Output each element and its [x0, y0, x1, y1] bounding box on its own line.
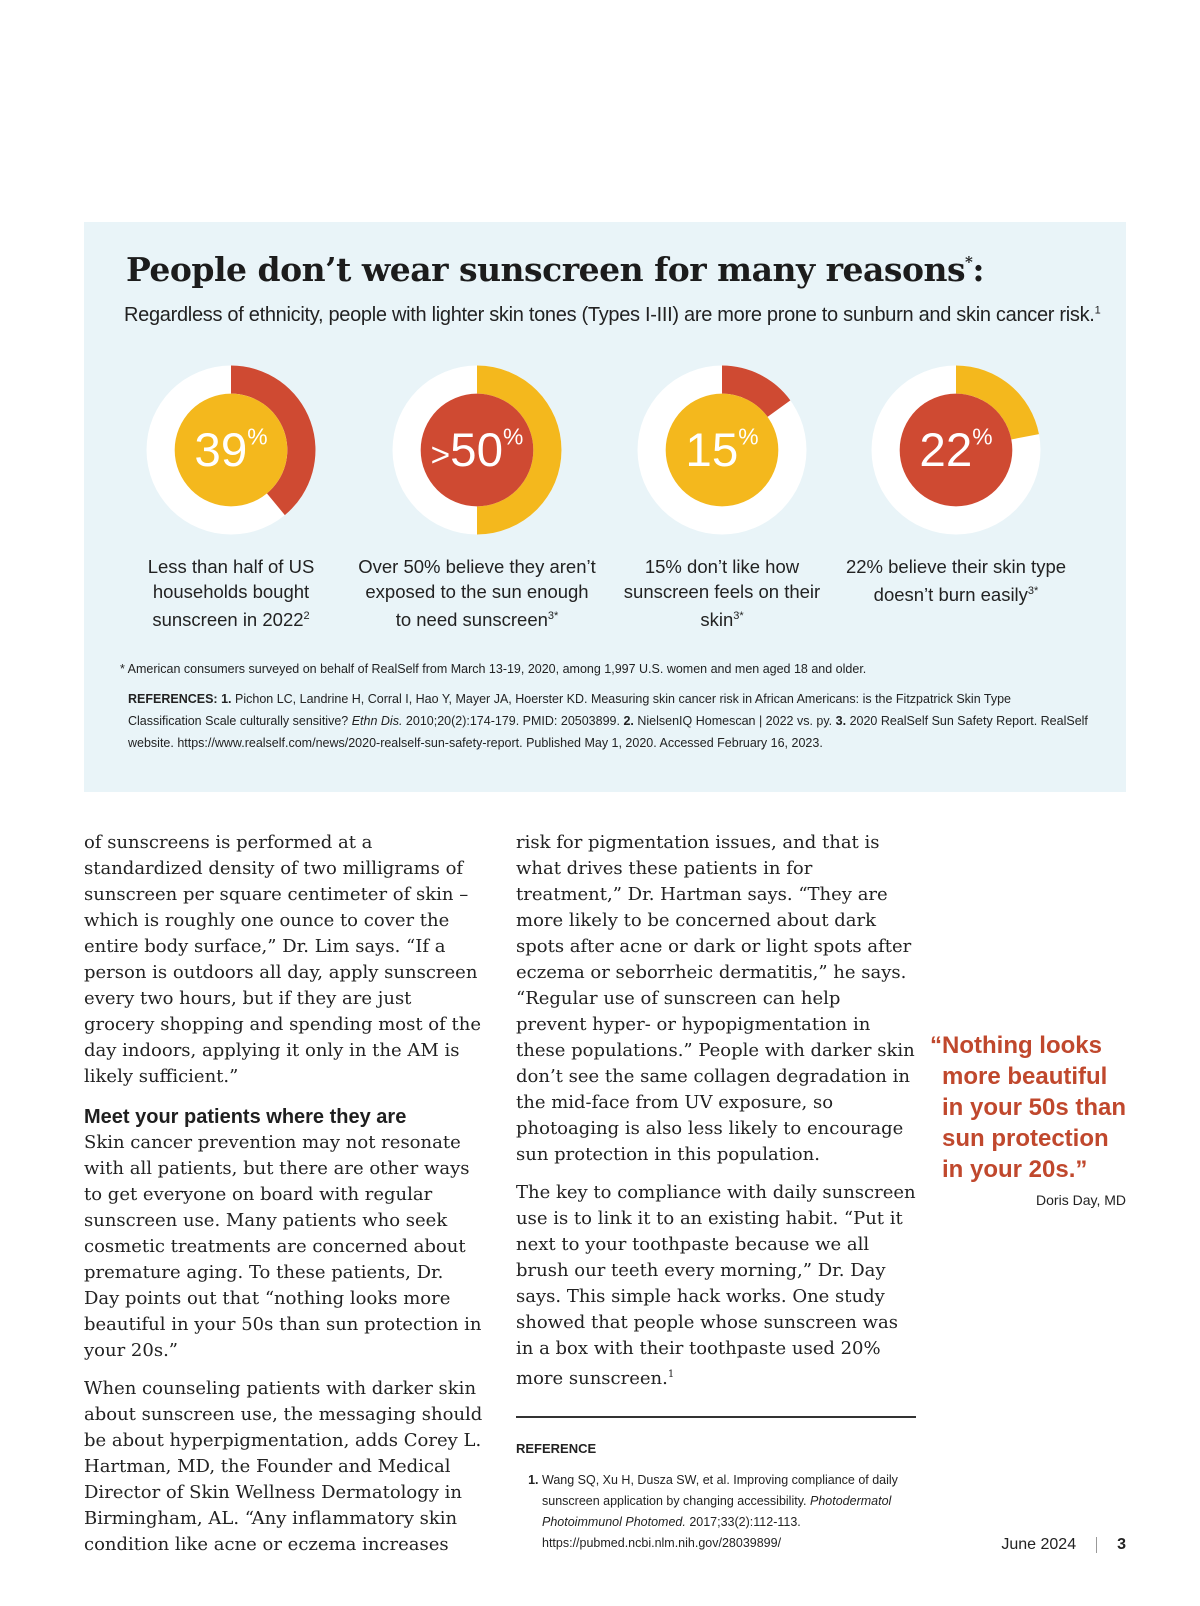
- article-paragraph: The key to compliance with daily sunscreen use is to link it to an existing habit. “Put it next to your toothpaste because we all brush our teeth every morning,” Dr. Day says. This simple hack works. One study showed that people whose sunscreen was in a box with their toothpaste used 20% more sunscreen.$^1$: [516, 1182, 916, 1389]
- survey-footnote: * American consumers surveyed on behalf of RealSelf from March 13-19, 2020, among 1,997 U.S. women and men aged 18 and older.: [120, 662, 867, 676]
- stat-value: 39%: [194, 423, 268, 477]
- stat-card: [111, 362, 351, 632]
- pull-quote: [930, 1030, 1140, 1185]
- pull-quote-line: more beautiful: [942, 1063, 1108, 1090]
- donut-chart: [634, 362, 810, 538]
- stat-card: [602, 362, 842, 632]
- infographic-references: REFERENCES: 1. Pichon LC, Landrine H, Corral I, Hao Y, Mayer JA, Hoerster KD. Measuring skin cancer risk in African Americans: is the Fitzpatrick Skin Type Classification Scale culturally sensitive? Ethn Dis. 2010;20(2):174-179. PMID: 20503899. 2. NielsenIQ Homescan | 2022 vs. py. 3. 2020 RealSelf Sun Safety Report. RealSelf website. https://www.realself.com/news/2020-realself-sun-safety-report. Published May 1, 2020. Accessed February 16, 2023.: [128, 692, 1088, 750]
- reference-heading: REFERENCE: [516, 1441, 597, 1456]
- issue-date: June 2024: [1001, 1536, 1077, 1553]
- donut-chart: [868, 362, 1044, 538]
- stat-value: 15%: [685, 423, 759, 477]
- article-column-left: [84, 830, 484, 1570]
- article-column-right: [516, 830, 916, 1554]
- infographic-subtitle: Regardless of ethnicity, people with lighter skin tones (Types I-III) are more prone to sunburn and skin cancer risk.$^1$: [124, 304, 1101, 326]
- article-paragraph: Skin cancer prevention may not resonate with all patients, but there are other ways to get everyone on board with regular sunscreen use. Many patients who seek cosmetic treatments are concerned about premature aging. To these patients, Dr. Day points out that “nothing looks more beautiful in your 50s than sun protection in your 20s.”: [84, 1132, 482, 1361]
- stat-caption: 22% believe their skin type doesn’t burn easily$^{3*}$: [845, 556, 1067, 606]
- donut-chart: [389, 362, 565, 538]
- article-paragraph: risk for pigmentation issues, and that is what drives these patients in for treatment,” Dr. Hartman says. “They are more likely to be concerned about dark spots after acne or dark or light spots after eczema or seborrheic dermatitis,” he says. “Regular use of sunscreen can help prevent hyper- or hypopigmentation in these populations.” People with darker skin don’t see the same collagen degradation in the mid-face from UV exposure, so photoaging is also less likely to encourage sun protection in this population.: [516, 832, 915, 1165]
- page-footer: [1001, 1536, 1126, 1554]
- article-paragraph: of sunscreens is performed at a standardized density of two milligrams of sunscreen per square centimeter of skin – which is roughly one ounce to cover the entire body surface,” Dr. Lim says. “If a person is outdoors all day, apply sunscreen every two hours, but if they are just grocery shopping and spending most of the day indoors, applying it only in the AM is likely sufficient.”: [84, 832, 481, 1087]
- divider: [516, 1416, 916, 1418]
- stat-card: [836, 362, 1076, 607]
- section-heading: Meet your patients where they are: [84, 1106, 407, 1128]
- stat-value: 22%: [919, 423, 993, 477]
- stat-caption: Over 50% believe they aren’t exposed to the sun enough to need sunscreen$^{3*}$: [358, 556, 596, 631]
- page-number: 3: [1117, 1536, 1126, 1553]
- pull-quote-line: “Nothing looks: [930, 1032, 1102, 1059]
- reference-item: 1. Wang SQ, Xu H, Dusza SW, et al. Improving compliance of daily sunscreen application by changing accessibility. Photodermatol Photoimmunol Photomed. 2017;33(2):112-113. https://pubmed.ncbi.nlm.nih.gov/28039899/: [542, 1470, 916, 1554]
- article-paragraph: When counseling patients with darker skin about sunscreen use, the messaging should be about hyperpigmentation, adds Corey L. Hartman, MD, the Founder and Medical Director of Skin Wellness Dermatology in Birmingham, AL. “Any inflammatory skin condition like acne or eczema increases: [84, 1378, 483, 1555]
- pull-quote-line: in your 20s.”: [942, 1156, 1088, 1183]
- stat-caption: 15% don’t like how sunscreen feels on their skin$^{3*}$: [623, 556, 821, 631]
- pull-quote-line: in your 50s than: [942, 1094, 1127, 1121]
- divider: [1096, 1537, 1097, 1553]
- quote-attribution: Doris Day, MD: [1036, 1192, 1126, 1208]
- donut-chart: [143, 362, 319, 538]
- pull-quote-line: sun protection: [942, 1125, 1109, 1152]
- infographic-title: People don’t wear sunscreen for many reasons*:: [126, 250, 985, 289]
- stat-card: [357, 362, 597, 632]
- stat-caption: Less than half of US households bought sunscreen in 2022$^2$: [147, 556, 315, 631]
- reference-list: [516, 1470, 916, 1554]
- stat-value: >50%: [430, 423, 524, 477]
- infographic-box: [84, 222, 1126, 792]
